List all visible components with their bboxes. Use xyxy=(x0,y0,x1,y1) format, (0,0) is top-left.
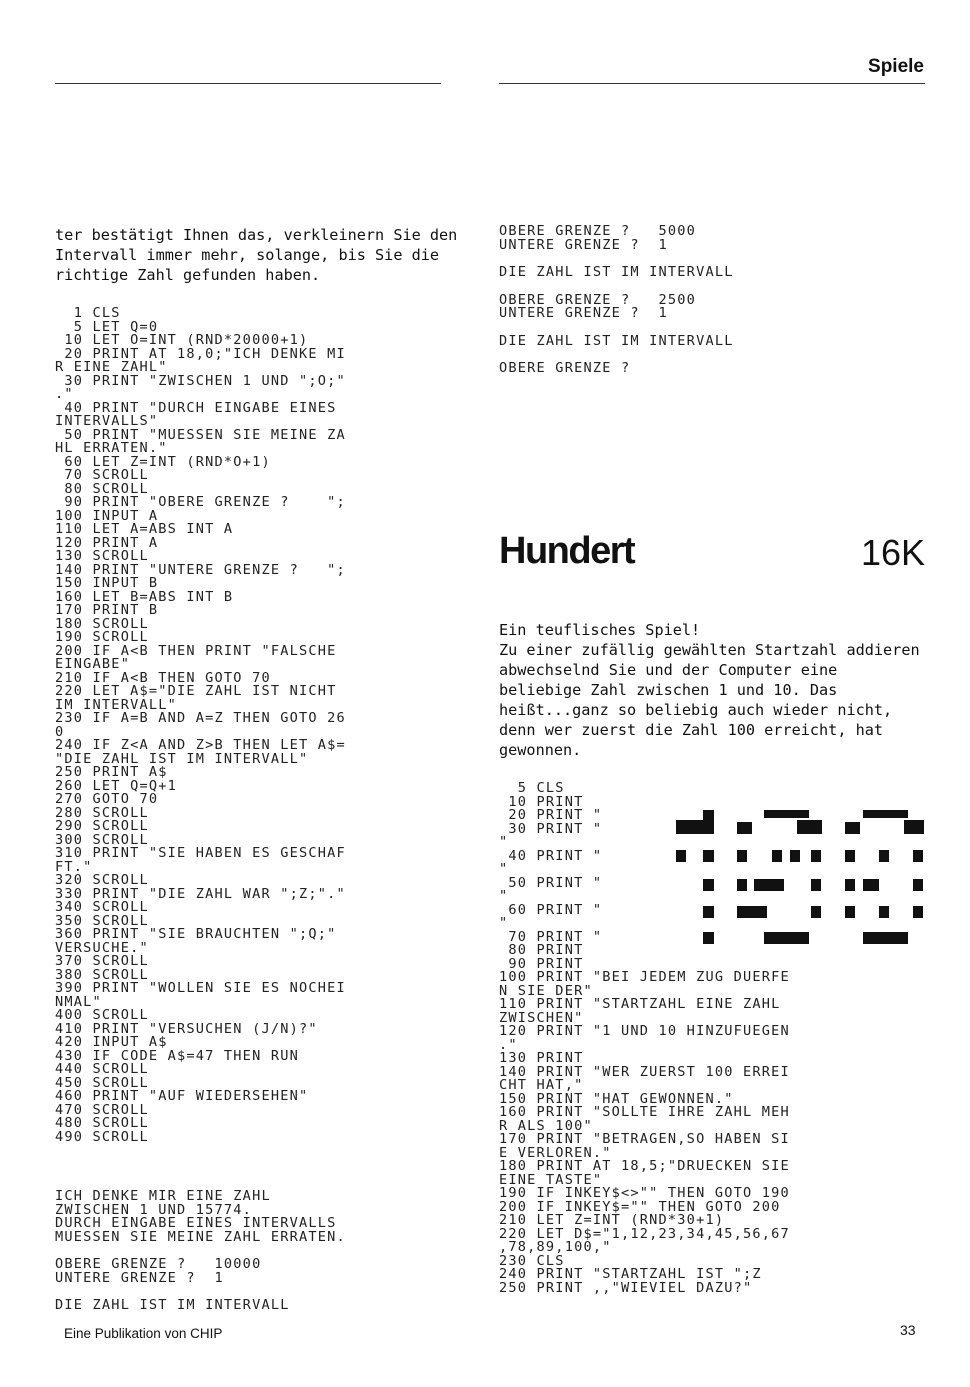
listing-line: 270 GOTO 70 xyxy=(55,791,159,807)
graphic-block xyxy=(913,879,923,891)
left-intro-text: ter bestätigt Ihnen das, verkleinern Sie den Intervall immer mehr, solange, bis Sie die richtige Zahl gefunden haben. xyxy=(55,226,458,284)
graphic-block xyxy=(703,906,714,918)
listing-line: 70 SCROLL xyxy=(55,467,149,483)
graphic-block xyxy=(845,822,860,834)
listing-line: 300 SCROLL xyxy=(55,831,149,848)
program-output-result-1: DIE ZAHL IST IM INTERVALL xyxy=(55,1297,290,1313)
listing-line: INTERVALLS" xyxy=(55,413,159,429)
listing-line: 50 PRINT "MUESSEN SIE MEINE ZA xyxy=(55,426,346,443)
graphic-block xyxy=(879,906,889,918)
listing-line: 170 PRINT "BETRAGEN,SO HABEN SI xyxy=(499,1131,790,1147)
listing-line: 90 PRINT "OBERE GRENZE ? "; xyxy=(55,494,346,510)
listing-line: EINE TASTE" xyxy=(499,1171,603,1188)
listing-line: 70 PRINT " xyxy=(499,928,603,945)
listing-line: 410 PRINT "VERSUCHEN (J/N)?" xyxy=(55,1020,318,1037)
listing-line: " xyxy=(499,915,509,931)
header-rule-right xyxy=(499,83,925,84)
listing-line: ." xyxy=(499,1036,518,1053)
graphic-block xyxy=(845,850,855,862)
listing-line: UNTERE GRENZE ? 1 xyxy=(499,236,668,253)
listing-line: 220 LET A$="DIE ZAHL IST NICHT xyxy=(55,683,337,699)
listing-line: 290 SCROLL xyxy=(55,818,149,834)
listing-line: 30 PRINT " xyxy=(499,820,603,837)
listing-line: 230 CLS xyxy=(499,1252,565,1269)
graphic-block xyxy=(913,906,923,918)
listing-line: EINGABE" xyxy=(55,656,131,672)
listing-line: ZWISCHEN 1 UND 15774. xyxy=(55,1201,253,1218)
listing-line: 400 SCROLL xyxy=(55,1007,149,1023)
listing-line: 60 LET Z=INT (RND*O+1) xyxy=(55,453,271,470)
listing-line: 320 SCROLL xyxy=(55,872,149,888)
footer-publisher: Eine Publikation von CHIP xyxy=(64,1326,223,1341)
listing-line: 50 PRINT " xyxy=(499,874,603,891)
graphic-block xyxy=(811,906,821,918)
listing-line: NMAL" xyxy=(55,993,102,1010)
graphic-block xyxy=(737,879,747,891)
program-output-round-1 xyxy=(55,1258,475,1285)
listing-line: 20 PRINT " xyxy=(499,807,603,823)
graphic-block xyxy=(904,820,924,834)
listing-line: R EINE ZAHL" xyxy=(55,359,168,375)
listing-line: 110 PRINT "STARTZAHL EINE ZAHL xyxy=(499,996,781,1012)
listing-line: ICH DENKE MIR EINE ZAHL xyxy=(55,1188,271,1204)
graphic-block xyxy=(764,810,809,818)
listing-line: 140 PRINT "UNTERE GRENZE ? "; xyxy=(55,561,346,578)
listing-line: DURCH EINGABE EINES INTERVALLS xyxy=(55,1215,337,1231)
graphic-block xyxy=(754,879,784,891)
listing-line: 100 PRINT "BEI JEDEM ZUG DUERFE xyxy=(499,969,790,985)
listing-line: 180 PRINT AT 18,5;"DRUECKEN SIE xyxy=(499,1158,790,1174)
listing-line: 250 PRINT A$ xyxy=(55,764,168,780)
listing-line: 100 INPUT A xyxy=(55,507,159,524)
listing-line: 370 SCROLL xyxy=(55,953,149,969)
listing-line: 180 SCROLL xyxy=(55,615,149,632)
graphic-block xyxy=(772,850,782,862)
listing-line: OBERE GRENZE ? 10000 xyxy=(55,1256,262,1272)
listing-line: UNTERE GRENZE ? 1 xyxy=(55,1269,224,1286)
listing-line: N SIE DER" xyxy=(499,982,593,999)
listing-line: 190 IF INKEY$<>"" THEN GOTO 190 xyxy=(499,1185,790,1201)
hundert-intro-text: Ein teuflisches Spiel! Zu einer zufällig gewählten Startzahl addieren abwechselnd Sie und der Computer eine beliebige Zahl zwischen 1 und 10. Das heißt...ganz so beliebig auch wieder nicht, denn wer zuerst die Zahl 100 erreicht, hat gewonnen. xyxy=(499,621,920,759)
article-title: Hundert xyxy=(499,530,635,572)
listing-line: 230 IF A=B AND A=Z THEN GOTO 26 xyxy=(55,710,346,726)
listing-line: 80 PRINT xyxy=(499,942,584,958)
listing-line: 5 CLS xyxy=(499,780,565,796)
listing-line: 10 PRINT xyxy=(499,793,584,810)
listing-line: 220 LET D$="1,12,23,34,45,56,67 xyxy=(499,1225,790,1242)
listing-line: ." xyxy=(55,386,74,402)
header-rule-left xyxy=(55,83,441,84)
listing-line: E VERLOREN." xyxy=(499,1144,612,1161)
graphic-block xyxy=(676,850,686,862)
graphic-block xyxy=(737,850,747,862)
left-column xyxy=(55,225,475,1313)
listing-line: IM INTERVALL" xyxy=(55,696,177,713)
listing-line: 150 PRINT "HAT GEWONNEN." xyxy=(499,1090,734,1107)
graphic-block xyxy=(879,850,889,862)
program-output-intro xyxy=(55,1190,475,1244)
graphic-block xyxy=(764,932,809,944)
listing-line: 200 IF A<B THEN PRINT "FALSCHE xyxy=(55,642,337,659)
listing-line: HL ERRATEN." xyxy=(55,440,168,456)
listing-line: 120 PRINT "1 UND 10 HINZUFUEGEN xyxy=(499,1023,790,1039)
graphic-block xyxy=(737,906,767,918)
listing-line: 60 PRINT " xyxy=(499,901,603,918)
listing-line: 240 IF Z<A AND Z>B THEN LET A$= xyxy=(55,737,346,753)
listing-line: 120 PRINT A xyxy=(55,534,159,551)
listing-line: 460 PRINT "AUF WIEDERSEHEN" xyxy=(55,1088,309,1104)
listing-line: OBERE GRENZE ? 5000 xyxy=(499,223,697,239)
graphic-block xyxy=(811,850,821,862)
graphic-block xyxy=(737,822,752,834)
listing-line: 280 SCROLL xyxy=(55,804,149,821)
program-output-result-2: DIE ZAHL IST IM INTERVALL xyxy=(499,264,734,280)
graphic-block xyxy=(703,879,714,891)
listing-line: ZWISCHEN" xyxy=(499,1009,584,1026)
section-label: Spiele xyxy=(868,56,924,77)
listing-line: 0 xyxy=(55,723,65,740)
listing-line: 480 SCROLL xyxy=(55,1115,149,1131)
graphic-block xyxy=(863,932,908,944)
graphic-block xyxy=(863,879,879,891)
listing-line: 20 PRINT AT 18,0;"ICH DENKE MI xyxy=(55,345,346,362)
listing-line: 310 PRINT "SIE HABEN ES GESCHAF xyxy=(55,845,346,861)
graphic-block xyxy=(703,810,714,820)
graphic-block xyxy=(913,850,923,862)
graphic-block xyxy=(790,850,800,862)
program-output-round-3 xyxy=(499,291,929,321)
listing-line: OBERE GRENZE ? 2500 xyxy=(499,291,697,308)
listing-line: 250 PRINT ,,"WIEVIEL DAZU?" xyxy=(499,1279,753,1296)
program-output-prompt-4: OBERE GRENZE ? xyxy=(499,360,631,376)
memory-requirement: 16K xyxy=(860,532,925,573)
article-heading-row xyxy=(499,530,925,590)
listing-line: 240 PRINT "STARTZAHL IST ";Z xyxy=(499,1266,762,1282)
listing-line: 40 PRINT " xyxy=(499,847,603,864)
graphic-block xyxy=(676,820,714,834)
listing-line: 130 SCROLL xyxy=(55,548,149,564)
graphic-block xyxy=(811,879,821,891)
graphic-block xyxy=(703,932,714,944)
listing-line: 30 PRINT "ZWISCHEN 1 UND ";O;" xyxy=(55,372,346,389)
listing-line: 10 LET O=INT (RND*20000+1) xyxy=(55,332,309,348)
graphic-block xyxy=(863,810,908,818)
listing-line: 160 PRINT "SOLLTE IHRE ZAHL MEH xyxy=(499,1104,790,1120)
listing-line: 360 PRINT "SIE BRAUCHTEN ";Q;" xyxy=(55,926,337,942)
listing-line: 390 PRINT "WOLLEN SIE ES NOCHEI xyxy=(55,980,346,996)
listing-line: 450 SCROLL xyxy=(55,1074,149,1091)
listing-line: MUESSEN SIE MEINE ZAHL ERRATEN. xyxy=(55,1228,346,1245)
listing-line: 380 SCROLL xyxy=(55,966,149,983)
listing-line: 40 PRINT "DURCH EINGABE EINES xyxy=(55,399,337,416)
listing-line: 190 SCROLL xyxy=(55,629,149,645)
listing-line: UNTERE GRENZE ? 1 xyxy=(499,305,668,321)
listing-line: 140 PRINT "WER ZUERST 100 ERREI xyxy=(499,1063,790,1080)
listing-line: 130 PRINT xyxy=(499,1050,584,1066)
page-number: 33 xyxy=(900,1322,916,1338)
graphic-block xyxy=(845,879,855,891)
listing-line: "DIE ZAHL IST IM INTERVALL" xyxy=(55,750,309,767)
listing-line: 210 IF A<B THEN GOTO 70 xyxy=(55,669,271,686)
listing-line: 490 SCROLL xyxy=(55,1128,149,1145)
listing-line: 80 SCROLL xyxy=(55,480,149,497)
listing-line: 110 LET A=ABS INT A xyxy=(55,521,234,537)
listing-line: 470 SCROLL xyxy=(55,1101,149,1118)
listing-line: 160 LET B=ABS INT B xyxy=(55,588,234,605)
listing-line: CHT HAT," xyxy=(499,1077,584,1093)
listing-line: R ALS 100" xyxy=(499,1117,593,1134)
listing-line: " xyxy=(499,861,509,877)
listing-line: 330 PRINT "DIE ZAHL WAR ";Z;"." xyxy=(55,885,346,902)
listing-line: 1 CLS xyxy=(55,305,121,321)
listing-line: ,78,89,100," xyxy=(499,1239,612,1255)
block-graphic-100 xyxy=(672,810,932,950)
listing-line: 350 SCROLL xyxy=(55,912,149,929)
graphic-block xyxy=(845,906,855,918)
right-column xyxy=(499,225,929,376)
listing-line: " xyxy=(499,888,509,904)
program-output-result-3: DIE ZAHL IST IM INTERVALL xyxy=(499,332,734,349)
basic-listing-zahlenraten xyxy=(55,307,475,1144)
listing-line: VERSUCHE." xyxy=(55,939,149,956)
listing-line: 420 INPUT A$ xyxy=(55,1034,168,1050)
listing-line: FT." xyxy=(55,858,93,875)
listing-line: 430 IF CODE A$=47 THEN RUN xyxy=(55,1047,299,1064)
listing-line: 5 LET Q=0 xyxy=(55,318,159,335)
listing-line: 150 INPUT B xyxy=(55,575,159,591)
listing-line: 200 IF INKEY$="" THEN GOTO 200 xyxy=(499,1198,781,1215)
listing-line: 170 PRINT B xyxy=(55,602,159,618)
listing-line: 440 SCROLL xyxy=(55,1061,149,1077)
graphic-block xyxy=(703,850,714,862)
listing-line: 90 PRINT xyxy=(499,955,584,972)
listing-line: 260 LET Q=Q+1 xyxy=(55,777,177,794)
listing-line: 340 SCROLL xyxy=(55,899,149,915)
listing-line: 210 LET Z=INT (RND*30+1) xyxy=(499,1212,725,1228)
program-output-round-2 xyxy=(499,225,929,252)
listing-line: " xyxy=(499,834,509,850)
graphic-block xyxy=(797,820,822,834)
